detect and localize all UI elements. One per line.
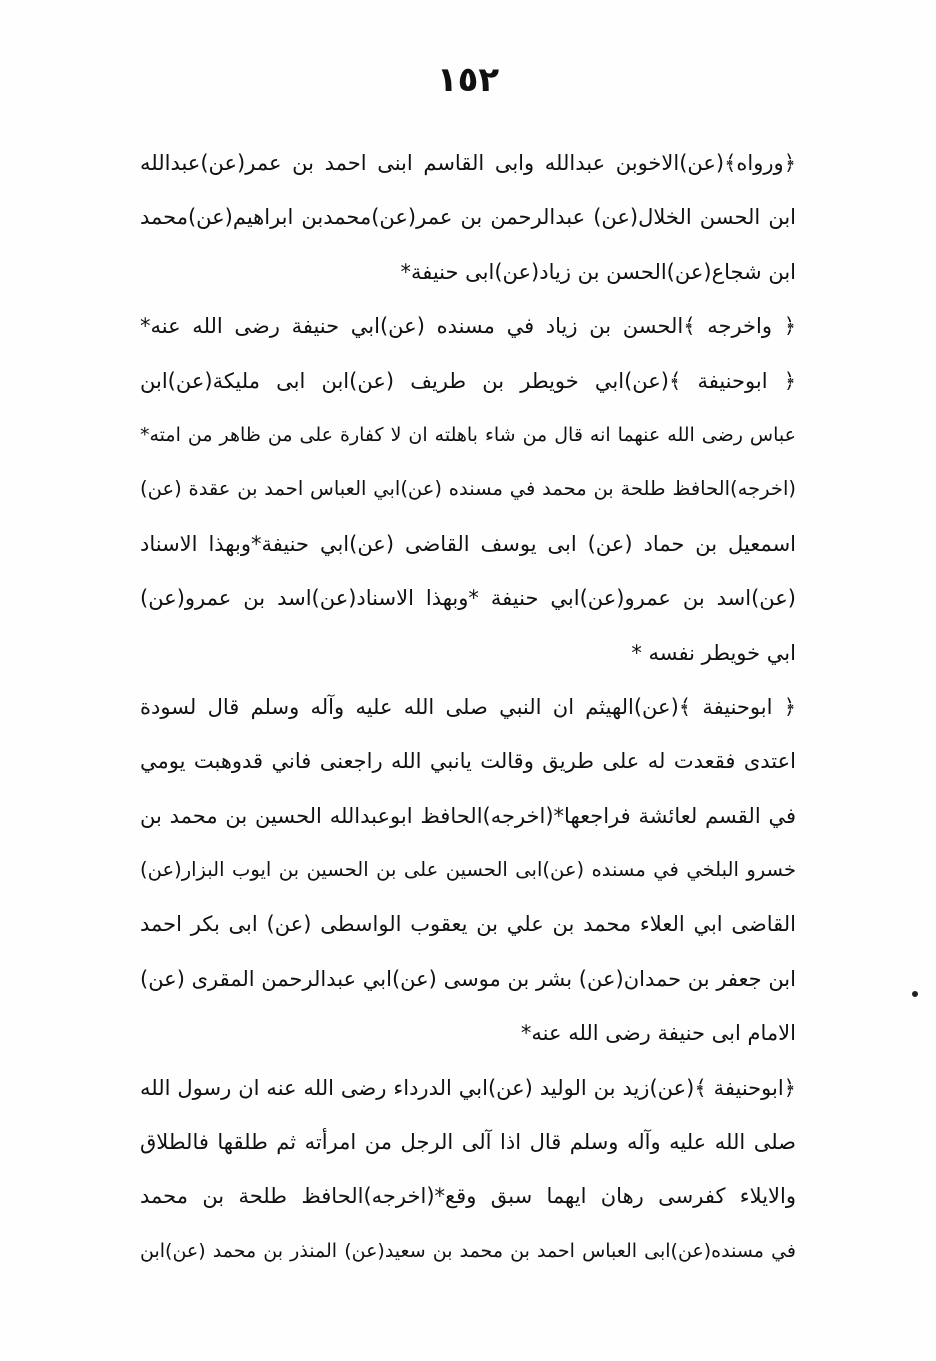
text-line: في القسم لعائشة فراجعها*(اخرجه)الحافظ ابوعبدالله الحسين بن محمد بن [140, 803, 796, 828]
text-line: ابي خويطر نفسه * [631, 640, 796, 665]
text-line: (عن)اسد بن عمرو(عن)ابي حنيفة *وبهذا الاسناد(عن)اسد بن عمرو(عن) [140, 586, 796, 611]
text-line: ﴿ورواه﴾(عن)الاخوبن عبدالله وابى القاسم ابنى احمد بن عمر(عن)عبدالله [140, 151, 796, 175]
text-line: القاضى ابي العلاء محمد بن علي بن يعقوب الواسطى (عن) ابى بكر احمد [140, 912, 796, 937]
arabic-text-body [140, 136, 796, 1278]
text-line: خسرو البلخي في مسنده (عن)ابى الحسين على بن الحسين بن ايوب البزار(عن) [140, 858, 796, 882]
text-line: ﴿ ابوحنيفة ﴾(عن)الهيثم ان النبي صلى الله عليه وآله وسلم قال لسودة [140, 694, 796, 719]
text-line: ﴿ابوحنيفة ﴾(عن)زيد بن الوليد (عن)ابي الدرداء رضى الله عنه ان رسول الله [140, 1075, 796, 1100]
text-line: والايلاء كفرسى رهان ايهما سبق وقع*(اخرجه)الحافظ طلحة بن محمد [140, 1184, 796, 1209]
margin-dot-mark [912, 991, 918, 997]
page-number: ١٥٢ [436, 60, 500, 100]
text-line: اعتدى فقعدت له على طريق وقالت يانبي الله راجعنى فاني قدوهبت يومي [140, 749, 796, 774]
text-line: صلى الله عليه وآله وسلم قال اذا آلى الرجل من امرأته ثم طلقها فالطلاق [140, 1130, 796, 1155]
text-line: ابن شجاع(عن)الحسن بن زياد(عن)ابى حنيفة* [400, 259, 796, 284]
text-line: ابن الحسن الخلال(عن) عبدالرحمن بن عمر(عن)محمدبن ابراهيم(عن)محمد [140, 205, 796, 230]
text-line: عباس رضى الله عنهما انه قال من شاء باهلته ان لا كفارة على من ظاهر من امته* [140, 423, 796, 446]
text-line: (اخرجه)الحافظ طلحة بن محمد في مسنده (عن)ابي العباس احمد بن عقدة (عن) [140, 477, 796, 501]
text-line: ﴿ ابوحنيفة ﴾(عن)ابي خويطر بن طريف (عن)ابن ابى مليكة(عن)ابن [140, 368, 796, 393]
text-line: ابن جعفر بن حمدان(عن) بشر بن موسى (عن)ابي عبدالرحمن المقرى (عن) [140, 966, 796, 991]
text-line: في مسنده(عن)ابى العباس احمد بن محمد بن سعيد(عن) المنذر بن محمد (عن)ابن [140, 1239, 796, 1262]
text-line: الامام ابى حنيفة رضى الله عنه* [520, 1021, 796, 1046]
text-line: ﴿ واخرجه ﴾الحسن بن زياد في مسنده (عن)ابي حنيفة رضى الله عنه* [140, 314, 796, 339]
text-line: اسمعيل بن حماد (عن) ابى يوسف القاضى (عن)ابي حنيفة*وبهذا الاسناد [140, 531, 796, 556]
